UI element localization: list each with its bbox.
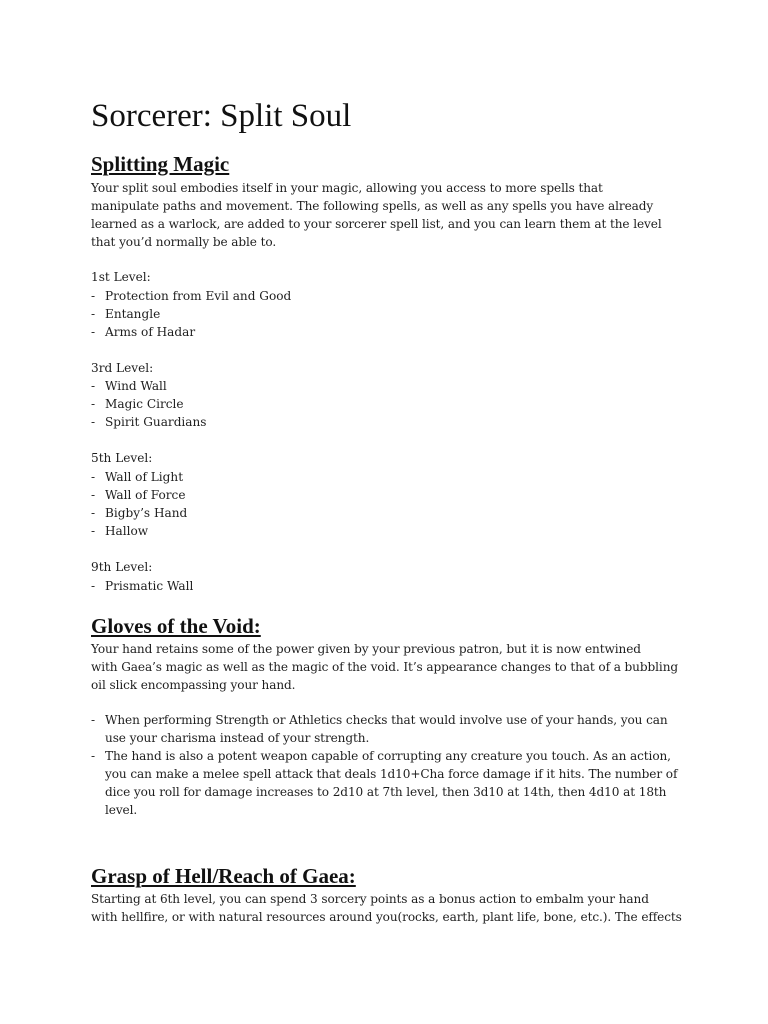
text-line: learned as a warlock, are added to your sorcerer spell list, and you can learn them at the level [91, 217, 662, 231]
spell-name: Entangle [105, 307, 161, 321]
paragraph-grasp-intro [91, 890, 691, 926]
text-line: level. [105, 803, 138, 817]
text-line: The hand is also a potent weapon capable of corrupting any creature you touch. As an action, [105, 749, 671, 763]
text-line: When performing Strength or Athletics checks that would involve use of your hands, you can [105, 713, 668, 727]
paragraph-splitting-magic-intro [91, 179, 691, 251]
text-line: Your split soul embodies itself in your magic, allowing you access to more spells that [91, 181, 603, 195]
text-line: you can make a melee spell attack that deals 1d10+Cha force damage if it hits. The number of [105, 767, 678, 781]
bullet-dash: - [91, 524, 96, 538]
text-line: dice you roll for damage increases to 2d10 at 7th level, then 3d10 at 14th, then 4d10 at 18th [105, 785, 667, 799]
text-line: Starting at 6th level, you can spend 3 sorcery points as a bonus action to embalm your hand [91, 892, 649, 906]
text-line: with Gaea’s magic as well as the magic of the void. It’s appearance changes to that of a bubbling [91, 660, 679, 674]
bullet-dash: - [91, 713, 95, 727]
spell-name: Arms of Hadar [105, 325, 196, 339]
bullet-dash: - [91, 307, 96, 321]
heading-splitting-magic: Splitting Magic [91, 152, 230, 176]
spell-name: Wall of Light [105, 470, 184, 484]
bullet-dash: - [91, 325, 96, 339]
spell-name: Wall of Force [105, 488, 186, 502]
spell-name: Bigby’s Hand [105, 506, 188, 520]
spell-name: Magic Circle [105, 397, 184, 411]
bullet-dash: - [91, 379, 96, 393]
bullet-dash: - [91, 415, 96, 429]
level-heading-5th: 5th Level: [91, 451, 153, 465]
text-line: Your hand retains some of the power given by your previous patron, but it is now entwined [91, 642, 641, 656]
spell-name: Wind Wall [105, 379, 167, 393]
bullet-dash: - [91, 506, 96, 520]
bullet-dash: - [91, 488, 96, 502]
bullet-dash: - [91, 289, 96, 303]
bullet-dash: - [91, 397, 96, 411]
text-line: use your charisma instead of your strength. [105, 731, 370, 745]
level-heading-1st: 1st Level: [91, 270, 151, 284]
spell-name: Protection from Evil and Good [105, 289, 292, 303]
heading-grasp-of-hell: Grasp of Hell/Reach of Gaea: [91, 864, 356, 888]
text-line: manipulate paths and movement. The following spells, as well as any spells you have already [91, 199, 654, 213]
paragraph-gloves-intro [91, 640, 691, 694]
spell-name: Prismatic Wall [105, 579, 194, 593]
spell-name: Spirit Guardians [105, 415, 207, 429]
bullet-item-potent-weapon [91, 747, 691, 819]
text-line: with hellfire, or with natural resources around you(rocks, earth, plant life, bone, etc.). The effects [91, 910, 682, 924]
text-line: that you’d normally be able to. [91, 235, 277, 249]
level-heading-9th: 9th Level: [91, 560, 153, 574]
page-title: Sorcerer: Split Soul [91, 98, 352, 134]
bullet-dash: - [91, 749, 95, 763]
bullet-dash: - [91, 470, 96, 484]
spell-name: Hallow [105, 524, 149, 538]
text-line: oil slick encompassing your hand. [91, 678, 296, 692]
bullet-dash: - [91, 579, 96, 593]
level-heading-3rd: 3rd Level: [91, 361, 154, 375]
heading-gloves-of-the-void: Gloves of the Void: [91, 614, 261, 638]
bullet-item-strength-checks [91, 711, 691, 747]
